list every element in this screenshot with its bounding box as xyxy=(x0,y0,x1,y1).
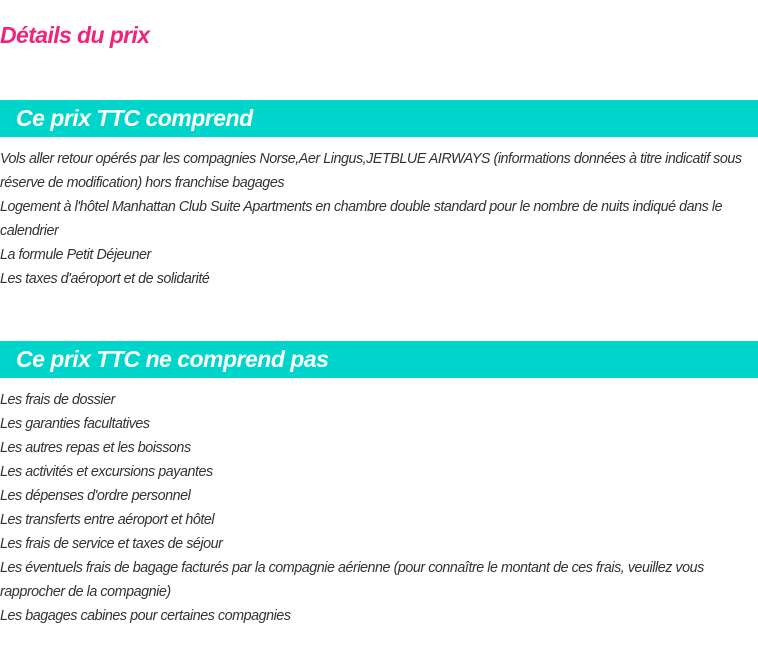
included-item-flights: Vols aller retour opérés par les compagnies Norse,Aer Lingus,JETBLUE AIRWAYS (informations données à titre indicatif sous réserve de modification) hors franchise bagages xyxy=(0,151,742,191)
excluded-item-optional-insurance: Les garanties facultatives xyxy=(0,416,150,432)
excluded-item-personal-expenses: Les dépenses d'ordre personnel xyxy=(0,488,191,504)
excluded-item-paid-activities: Les activités et excursions payantes xyxy=(0,464,213,480)
excluded-item-booking-fees: Les frais de dossier xyxy=(0,392,115,408)
included-item-breakfast: La formule Petit Déjeuner xyxy=(0,247,151,263)
excluded-item-meals-drinks: Les autres repas et les boissons xyxy=(0,440,191,456)
included-items-list xyxy=(0,147,758,291)
page-title: Détails du prix xyxy=(0,22,150,48)
excluded-item-baggage-fees: Les éventuels frais de bagage facturés par la compagnie aérienne (pour connaître le montant de ces frais, veuillez vous rapprocher de la compagnie) xyxy=(0,560,704,600)
excluded-items-list xyxy=(0,388,758,628)
included-item-hotel: Logement à l'hôtel Manhattan Club Suite Apartments en chambre double standard pour le nombre de nuits indiqué dans le calendrier xyxy=(0,199,723,239)
included-section-header: Ce prix TTC comprend xyxy=(0,100,758,137)
excluded-item-service-fees: Les frais de service et taxes de séjour xyxy=(0,536,223,552)
excluded-section-header: Ce prix TTC ne comprend pas xyxy=(0,341,758,378)
excluded-item-transfers: Les transferts entre aéroport et hôtel xyxy=(0,512,215,528)
included-item-taxes: Les taxes d'aéroport et de solidarité xyxy=(0,271,210,287)
excluded-item-cabin-baggage: Les bagages cabines pour certaines compagnies xyxy=(0,608,291,624)
